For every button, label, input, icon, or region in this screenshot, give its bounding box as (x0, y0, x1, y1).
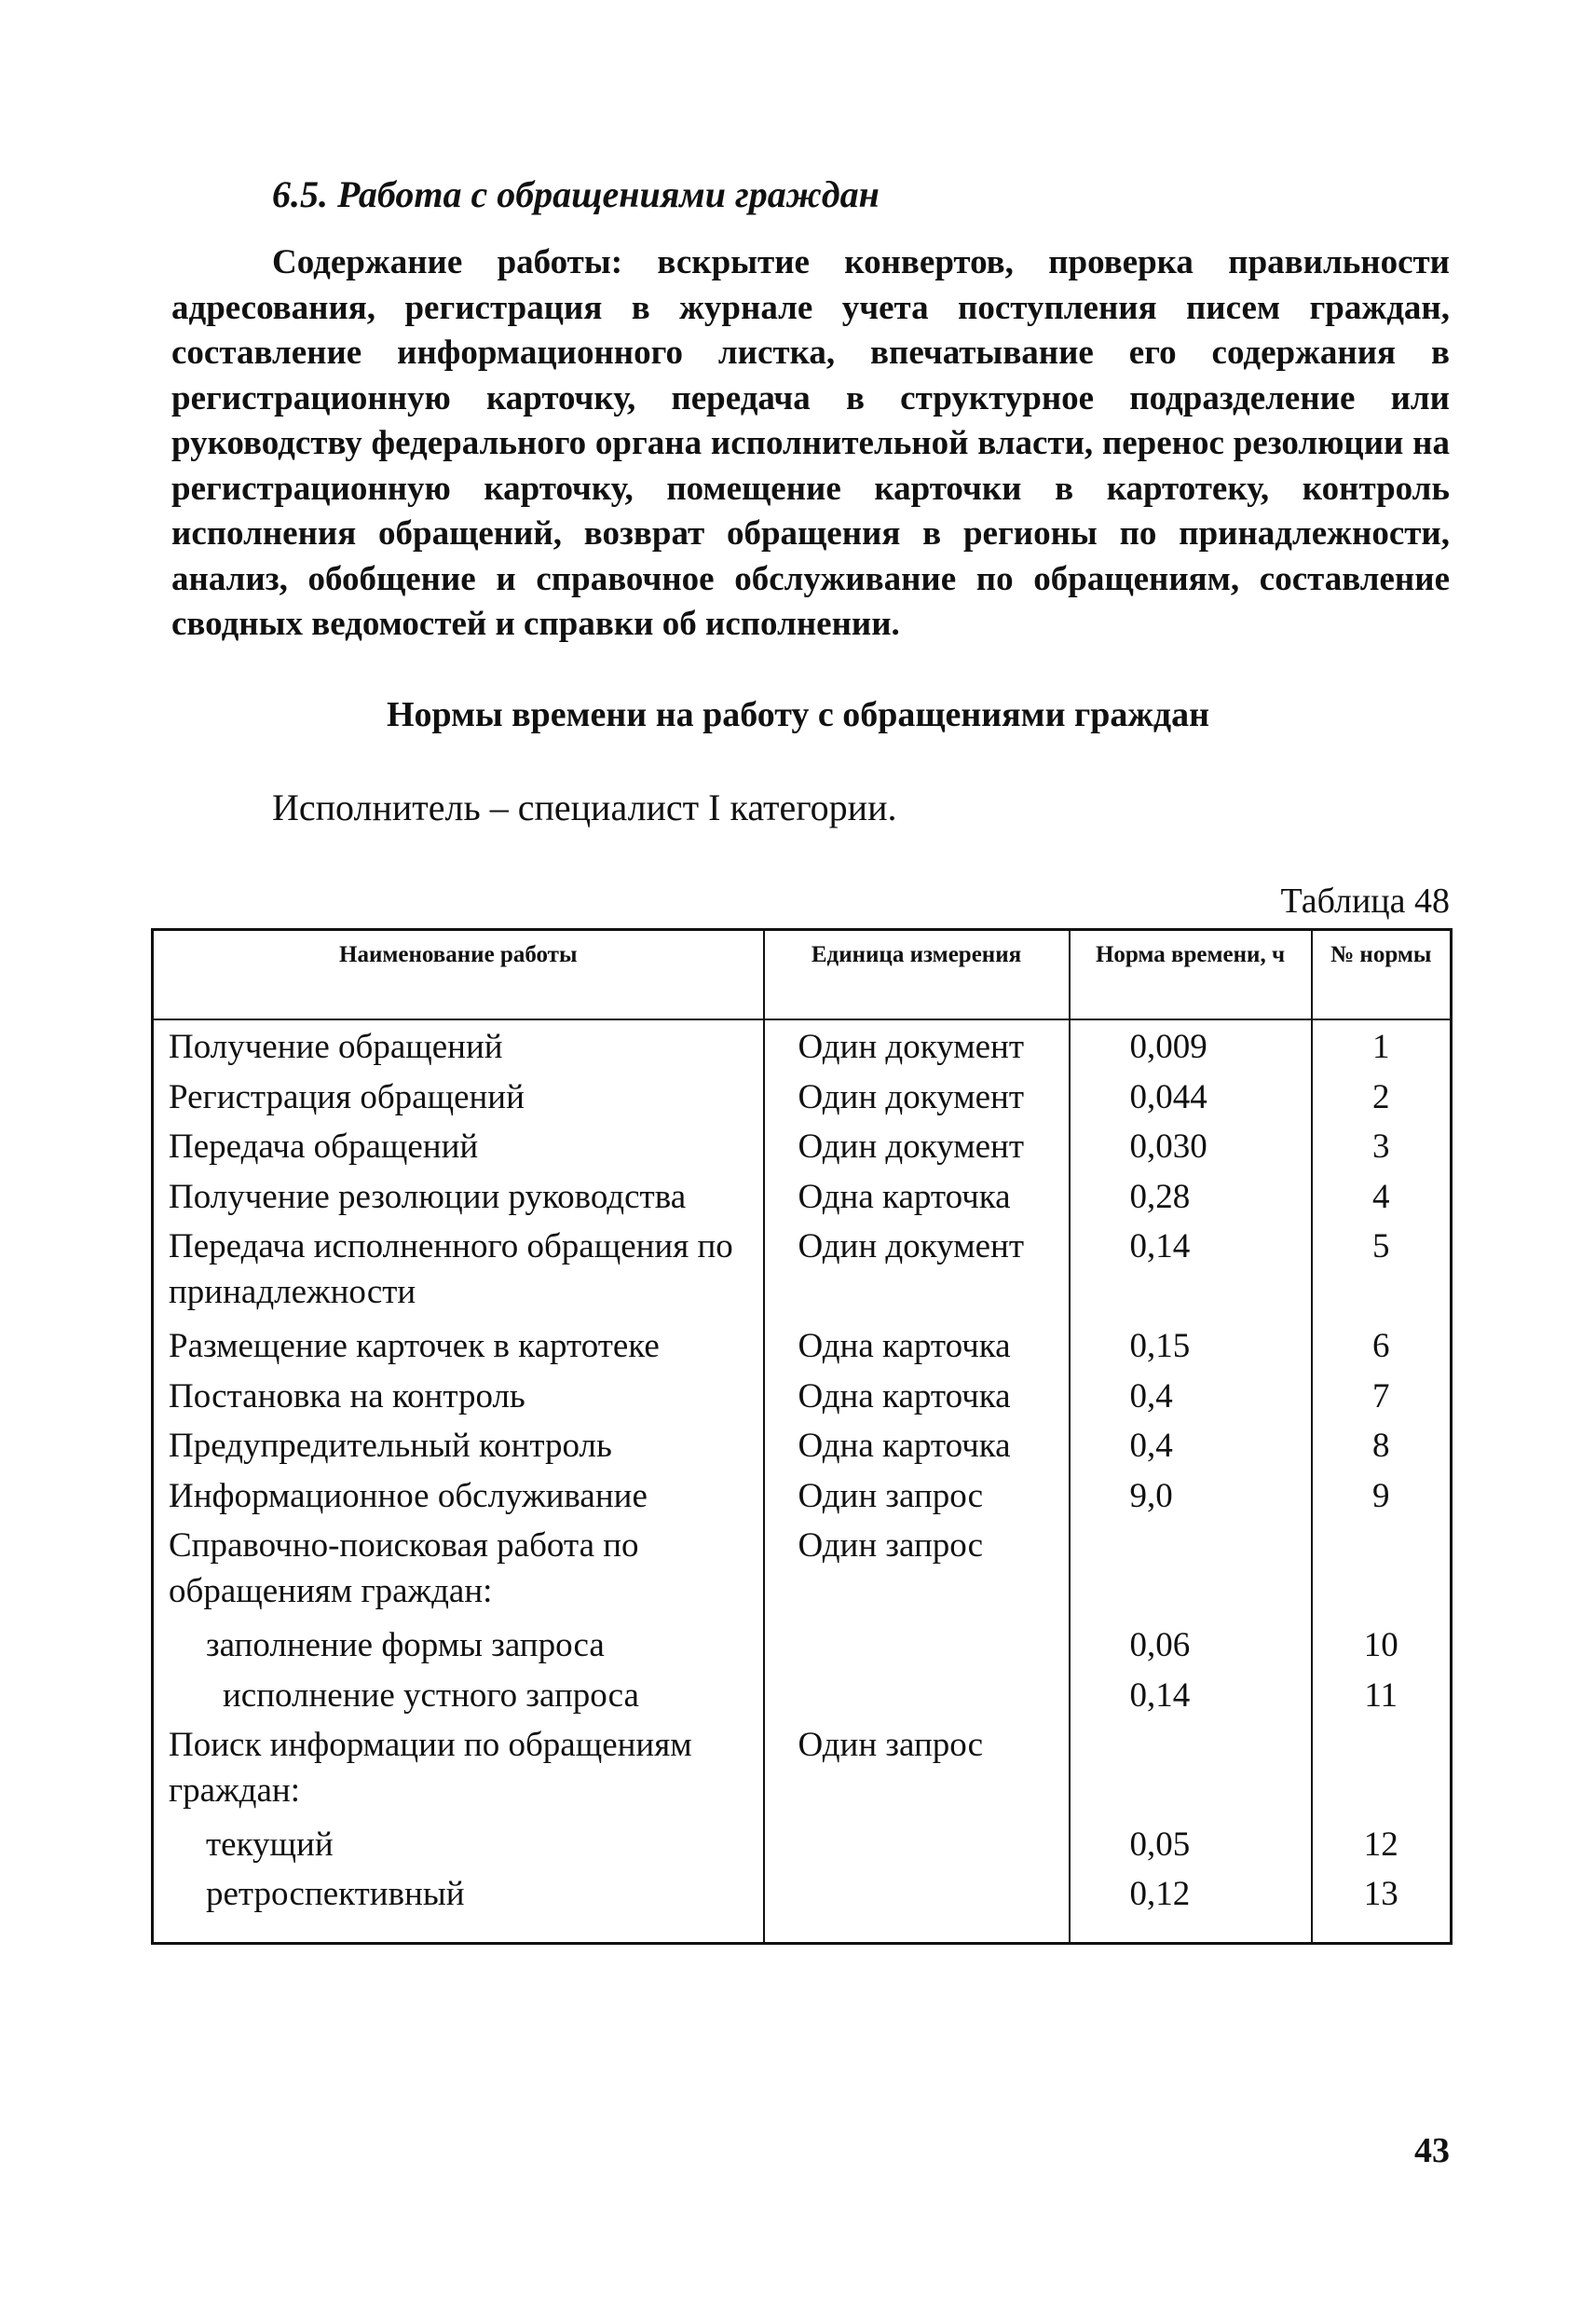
table-row (153, 1473, 1452, 1523)
table-row (153, 1822, 1452, 1871)
cell-unit: Одна карточка (764, 1423, 1070, 1472)
cell-unit: Один запрос (764, 1722, 1070, 1822)
cell-unit (764, 1822, 1070, 1871)
content-label: Содержание работы: (272, 243, 623, 281)
cell-unit: Один документ (764, 1224, 1070, 1323)
table-row (153, 1871, 1452, 1943)
table-row (153, 1323, 1452, 1373)
table-row (153, 1722, 1452, 1822)
cell-name: Передача обращений (153, 1124, 764, 1173)
cell-name: Поиск информации по обращениям граждан: (153, 1722, 764, 1822)
cell-unit: Одна карточка (764, 1374, 1070, 1423)
performer-line: Исполнитель – специалист I категории. (272, 786, 897, 828)
header-number: № нормы (1312, 930, 1452, 1020)
cell-unit: Один документ (764, 1074, 1070, 1124)
cell-name: исполнение устного запроса (153, 1673, 764, 1722)
cell-norm: 0,06 (1070, 1622, 1312, 1672)
cell-name: Получение обращений (153, 1019, 764, 1074)
cell-number: 4 (1312, 1174, 1452, 1224)
table-row (153, 1622, 1452, 1672)
cell-unit: Один документ (764, 1019, 1070, 1074)
cell-number: 11 (1312, 1673, 1452, 1722)
header-name: Наименование работы (153, 930, 764, 1020)
table-row (153, 1019, 1452, 1074)
cell-number: 1 (1312, 1019, 1452, 1074)
cell-unit: Один документ (764, 1124, 1070, 1173)
cell-unit: Одна карточка (764, 1323, 1070, 1373)
cell-number: 3 (1312, 1124, 1452, 1173)
cell-name: заполнение формы запроса (153, 1622, 764, 1672)
cell-number: 10 (1312, 1622, 1452, 1672)
cell-name: Размещение карточек в картотеке (153, 1323, 764, 1373)
cell-norm: 0,030 (1070, 1124, 1312, 1173)
table-row (153, 1224, 1452, 1323)
cell-norm: 0,28 (1070, 1174, 1312, 1224)
table-number: Таблица 48 (1280, 882, 1450, 921)
table-row (153, 1174, 1452, 1224)
cell-unit: Одна карточка (764, 1174, 1070, 1224)
cell-norm: 0,14 (1070, 1224, 1312, 1323)
cell-norm: 0,4 (1070, 1374, 1312, 1423)
content-text: вскрытие конвертов, проверка правильности адресования, регистрация в журнале учета поступления писем граждан, составление информационного листка, впечатывание его содержания в регистрационную карточку, передача в структурное подразделение или руководству федерального органа исполнительной власти, перенос резолюции на регистрационную карточку, помещение карточки в картотеку, контроль исполнения обращений, возврат обращения в регионы по принадлежности, анализ, обобщение и справочное обслуживание по обращениям, составление сводных ведомостей и справки об исполнении. (171, 243, 1451, 643)
cell-norm: 0,15 (1070, 1323, 1312, 1373)
cell-name: Регистрация обращений (153, 1074, 764, 1124)
cell-name: ретроспективный (153, 1871, 764, 1943)
cell-number (1312, 1523, 1452, 1622)
cell-number: 7 (1312, 1374, 1452, 1423)
cell-number: 9 (1312, 1473, 1452, 1523)
table-heading: Нормы времени на работу с обращениями граждан (386, 695, 1210, 734)
cell-name: Предупредительный контроль (153, 1423, 764, 1472)
header-norm: Норма времени, ч (1070, 930, 1312, 1020)
cell-name: Постановка на контроль (153, 1374, 764, 1423)
cell-norm: 9,0 (1070, 1473, 1312, 1523)
cell-unit: Один запрос (764, 1523, 1070, 1622)
table-row (153, 1074, 1452, 1124)
table-header-row (153, 930, 1452, 1020)
page-number: 43 (1414, 2131, 1450, 2170)
cell-unit: Один запрос (764, 1473, 1070, 1523)
cell-number: 12 (1312, 1822, 1452, 1871)
cell-name: текущий (153, 1822, 764, 1871)
table-row (153, 1124, 1452, 1173)
cell-norm (1070, 1523, 1312, 1622)
cell-name: Информационное обслуживание (153, 1473, 764, 1523)
table-row (153, 1673, 1452, 1722)
cell-name: Передача исполненного обращения по принадлежности (153, 1224, 764, 1323)
cell-norm (1070, 1722, 1312, 1822)
cell-number (1312, 1722, 1452, 1822)
table-row (153, 1523, 1452, 1622)
table-row (153, 1374, 1452, 1423)
cell-number: 5 (1312, 1224, 1452, 1323)
cell-number: 6 (1312, 1323, 1452, 1373)
cell-number: 2 (1312, 1074, 1452, 1124)
cell-norm: 0,4 (1070, 1423, 1312, 1472)
cell-unit (764, 1871, 1070, 1943)
cell-norm: 0,009 (1070, 1019, 1312, 1074)
cell-name: Получение резолюции руководства (153, 1174, 764, 1224)
content-paragraph (171, 240, 1450, 648)
cell-number: 8 (1312, 1423, 1452, 1472)
cell-number: 13 (1312, 1871, 1452, 1943)
table-row (153, 1423, 1452, 1472)
cell-norm: 0,05 (1070, 1822, 1312, 1871)
cell-norm: 0,044 (1070, 1074, 1312, 1124)
cell-norm: 0,14 (1070, 1673, 1312, 1722)
section-heading: 6.5. Работа с обращениями граждан (272, 173, 880, 215)
norms-table (151, 928, 1453, 1945)
header-unit: Единица измерения (764, 930, 1070, 1020)
cell-unit (764, 1673, 1070, 1722)
cell-unit (764, 1622, 1070, 1672)
cell-name: Справочно-поисковая работа по обращениям граждан: (153, 1523, 764, 1622)
cell-norm: 0,12 (1070, 1871, 1312, 1943)
